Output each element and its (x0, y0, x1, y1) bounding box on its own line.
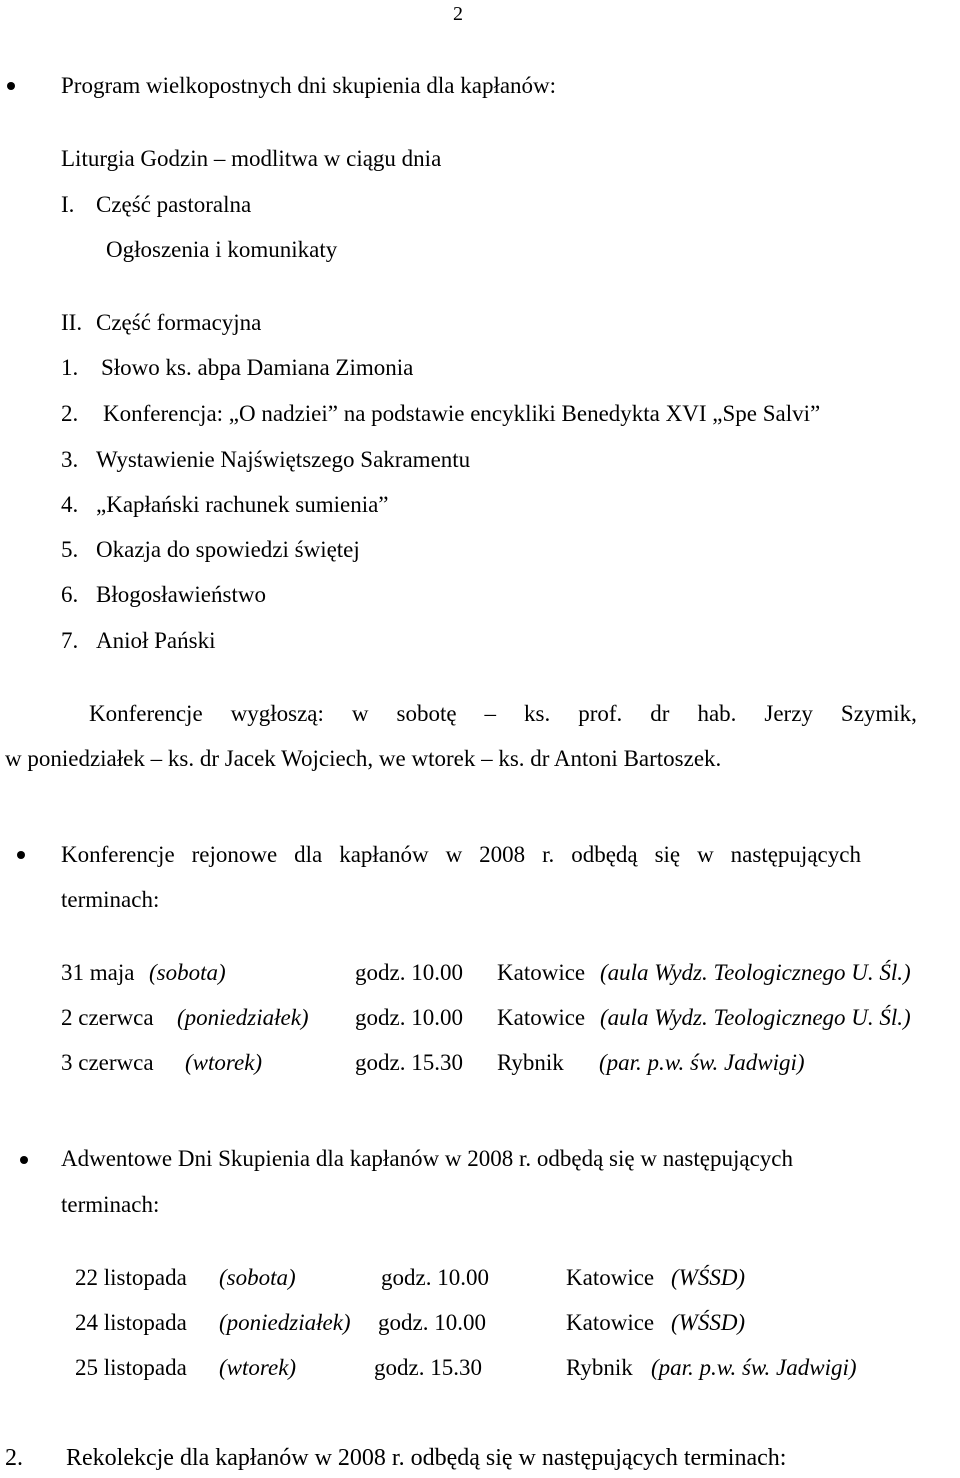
schedule-place: Katowice (497, 960, 586, 985)
word: w (445, 842, 463, 867)
word: 2008 (479, 842, 526, 867)
schedule-note: (aula Wydz. Teologicznego U. Śl.) (600, 960, 911, 985)
list-item-number: 2. (61, 401, 79, 426)
bullet-icon (20, 1156, 28, 1164)
word: dr (650, 701, 670, 726)
list-item-number: 4. (61, 492, 79, 517)
schedule-date: 24 listopada (75, 1310, 187, 1335)
schedule-date: 2 czerwca (61, 1005, 154, 1030)
schedule-note: (WŚSD) (671, 1310, 746, 1335)
schedule-note: (aula Wydz. Teologicznego U. Śl.) (600, 1005, 911, 1030)
schedule-time: godz. 10.00 (381, 1265, 489, 1290)
list-item: Słowo ks. abpa Damiana Zimonia (101, 355, 414, 380)
schedule-note: (WŚSD) (671, 1265, 746, 1290)
word: się (654, 842, 681, 867)
word: odbędą (571, 842, 638, 867)
section2-heading (61, 841, 861, 869)
schedule-place: Katowice (566, 1265, 655, 1290)
word: rejonowe (191, 842, 278, 867)
section2-heading-cont: terminach: (61, 887, 160, 912)
schedule-day: (sobota) (219, 1265, 296, 1290)
list-item: Okazja do spowiedzi świętej (96, 537, 360, 562)
word: kapłanów (339, 842, 429, 867)
part1-number: I. (61, 192, 75, 217)
schedule-date: 25 listopada (75, 1355, 187, 1380)
word: ks. (524, 701, 551, 726)
part1-subline: Ogłoszenia i komunikaty (106, 237, 338, 262)
list-item: Wystawienie Najświętszego Sakramentu (96, 447, 471, 472)
list-item: Anioł Pański (96, 628, 216, 653)
schedule-note: (par. p.w. św. Jadwigi) (651, 1355, 857, 1380)
word: Jerzy (764, 701, 813, 726)
schedule-time: godz. 10.00 (378, 1310, 486, 1335)
part2-label: Część formacyjna (96, 310, 262, 335)
list-item-number: 5. (61, 537, 79, 562)
word: Szymik, (840, 701, 917, 726)
schedule-day: (wtorek) (219, 1355, 297, 1380)
liturgy-line: Liturgia Godzin – modlitwa w ciągu dnia (61, 146, 442, 171)
list-item: „Kapłański rachunek sumienia” (96, 492, 389, 517)
word: w (697, 842, 714, 867)
list-item-number: 6. (61, 582, 79, 607)
schedule-date: 31 maja (61, 960, 135, 985)
list-item: Błogosławieństwo (96, 582, 266, 607)
word: w (351, 701, 369, 726)
section3-heading: Adwentowe Dni Skupienia dla kapłanów w 2008 r. odbędą się w następujących (61, 1146, 793, 1171)
schedule-date: 22 listopada (75, 1265, 187, 1290)
list-item-number: 3. (61, 447, 79, 472)
word: – (484, 701, 497, 726)
part2-number: II. (61, 310, 83, 335)
word: następujących (730, 842, 861, 867)
bullet-icon (7, 82, 15, 90)
section3-heading-cont: terminach: (61, 1192, 160, 1217)
schedule-date: 3 czerwca (61, 1050, 154, 1075)
schedule-day: (poniedziałek) (219, 1310, 351, 1335)
schedule-place: Katowice (566, 1310, 655, 1335)
schedule-time: godz. 10.00 (355, 960, 463, 985)
word: wygłoszą: (230, 701, 324, 726)
schedule-note: (par. p.w. św. Jadwigi) (599, 1050, 805, 1075)
word: sobotę (396, 701, 457, 726)
schedule-day: (sobota) (149, 960, 226, 985)
section4-number: 2. (5, 1445, 23, 1471)
schedule-time: godz. 15.30 (374, 1355, 482, 1380)
section4-heading: Rekolekcje dla kapłanów w 2008 r. odbędą się w następujących terminach: (66, 1445, 787, 1471)
bullet-icon (17, 851, 25, 859)
schedule-place: Rybnik (566, 1355, 633, 1380)
schedule-place: Katowice (497, 1005, 586, 1030)
word: Konferencje (61, 842, 175, 867)
section1-heading: Program wielkopostnych dni skupienia dla kapłanów: (61, 73, 557, 98)
word: prof. (578, 701, 623, 726)
speakers-line-2: w poniedziałek – ks. dr Jacek Wojciech, we wtorek – ks. dr Antoni Bartoszek. (5, 746, 722, 771)
word: r. (542, 842, 555, 867)
schedule-time: godz. 15.30 (355, 1050, 463, 1075)
word: hab. (697, 701, 737, 726)
word: Konferencje (89, 701, 203, 726)
schedule-day: (wtorek) (185, 1050, 263, 1075)
schedule-day: (poniedziałek) (177, 1005, 309, 1030)
list-item-number: 7. (61, 628, 79, 653)
schedule-place: Rybnik (497, 1050, 564, 1075)
word: dla (294, 842, 323, 867)
schedule-time: godz. 10.00 (355, 1005, 463, 1030)
speakers-line-1 (89, 700, 917, 728)
list-item: Konferencja: „O nadziei” na podstawie encykliki Benedykta XVI „Spe Salvi” (103, 401, 821, 426)
page-number: 2 (453, 3, 463, 25)
list-item-number: 1. (61, 355, 79, 380)
part1-label: Część pastoralna (96, 192, 252, 217)
